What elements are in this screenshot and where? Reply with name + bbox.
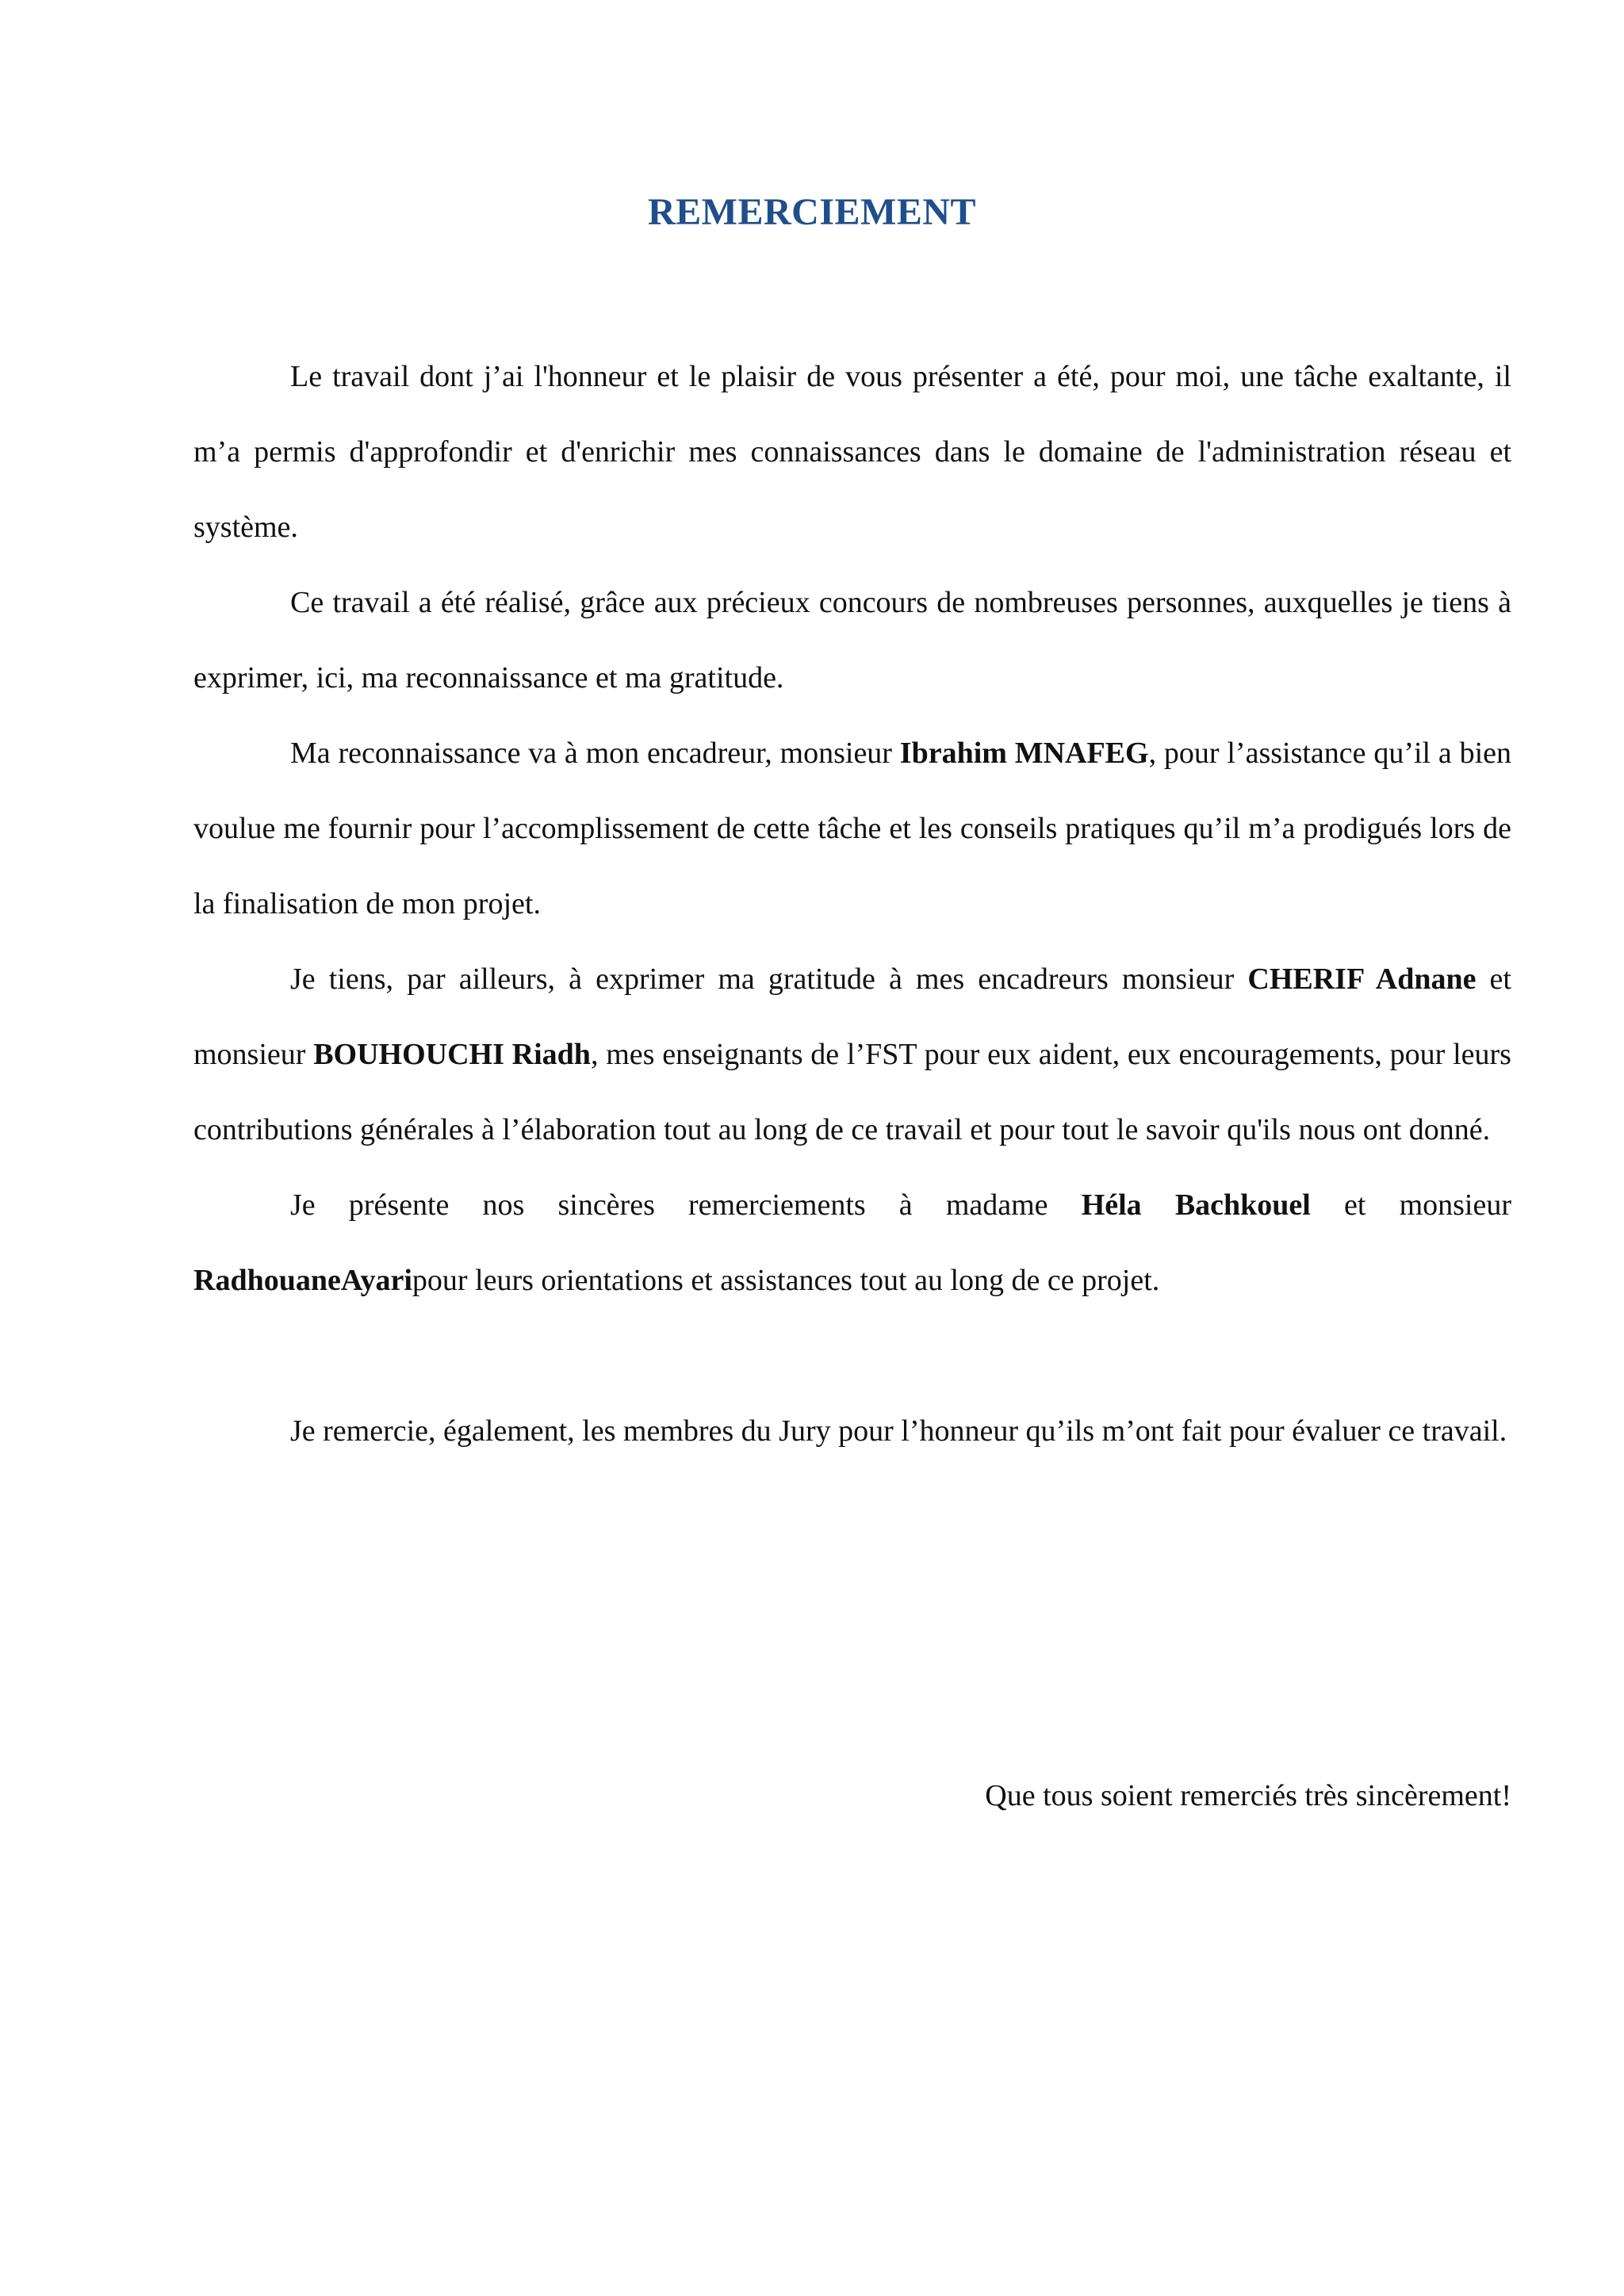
person-name: RadhouaneAyari [193,1264,412,1297]
paragraph-text: Je tiens, par ailleurs, à exprimer ma gratitude à mes encadreurs monsieur [290,962,1248,996]
paragraph-text: et monsieur [1310,1188,1511,1222]
document-body [193,339,1511,1469]
page-title: REMERCIEMENT [647,191,977,233]
paragraph-text: Ma reconnaissance va à mon encadreur, monsieur [290,737,900,770]
paragraph-text: pour leurs orientations et assistances tout au long de ce projet. [412,1264,1160,1297]
paragraph-jury: Je remercie, également, les membres du Jury pour l’honneur qu’ils m’ont fait pour évaluer ce travail. [290,1414,1507,1448]
paragraph-text: Je présente nos sincères remerciements à madame [290,1188,1082,1222]
blank-line [193,1318,1511,1394]
paragraph-thanks [193,1168,1511,1318]
person-name: CHERIF Adnane [1247,962,1477,996]
paragraph-contributors: Ce travail a été réalisé, grâce aux précieux concours de nombreuses personnes, auxquelles je tiens à exprimer, ici, ma reconnaissance et ma gratitude. [193,586,1511,695]
person-name: Héla Bachkouel [1081,1188,1311,1222]
closing-line: Que tous soient remerciés très sincèrement! [985,1779,1511,1812]
paragraph-text: , pour l’assistance qu’il a bien voulue me fournir pour l’accomplissement de cette tâche et les conseils pratiques qu’il m’a prodigués lors de la finalisation de mon projet. [193,737,1512,920]
paragraph-intro: Le travail dont j’ai l'honneur et le plaisir de vous présenter a été, pour moi, une tâche exaltante, il m’a permis d'approfondir et d'enrichir mes connaissances dans le domaine de l'administration réseau et système. [193,360,1511,544]
paragraph-text: , mes enseignants de l’FST pour eux aident, eux encouragements, pour leurs contributions générales à l’élaboration tout au long de ce travail et pour tout le savoir qu'ils nous ont donné. [193,1038,1511,1146]
paragraph-supervisor [193,716,1511,942]
paragraph-advisors [193,942,1511,1168]
person-name: BOUHOUCHI Riadh [313,1038,591,1071]
paragraph-text: et monsieur [193,962,1511,1071]
person-name: Ibrahim MNAFEG [899,737,1149,770]
